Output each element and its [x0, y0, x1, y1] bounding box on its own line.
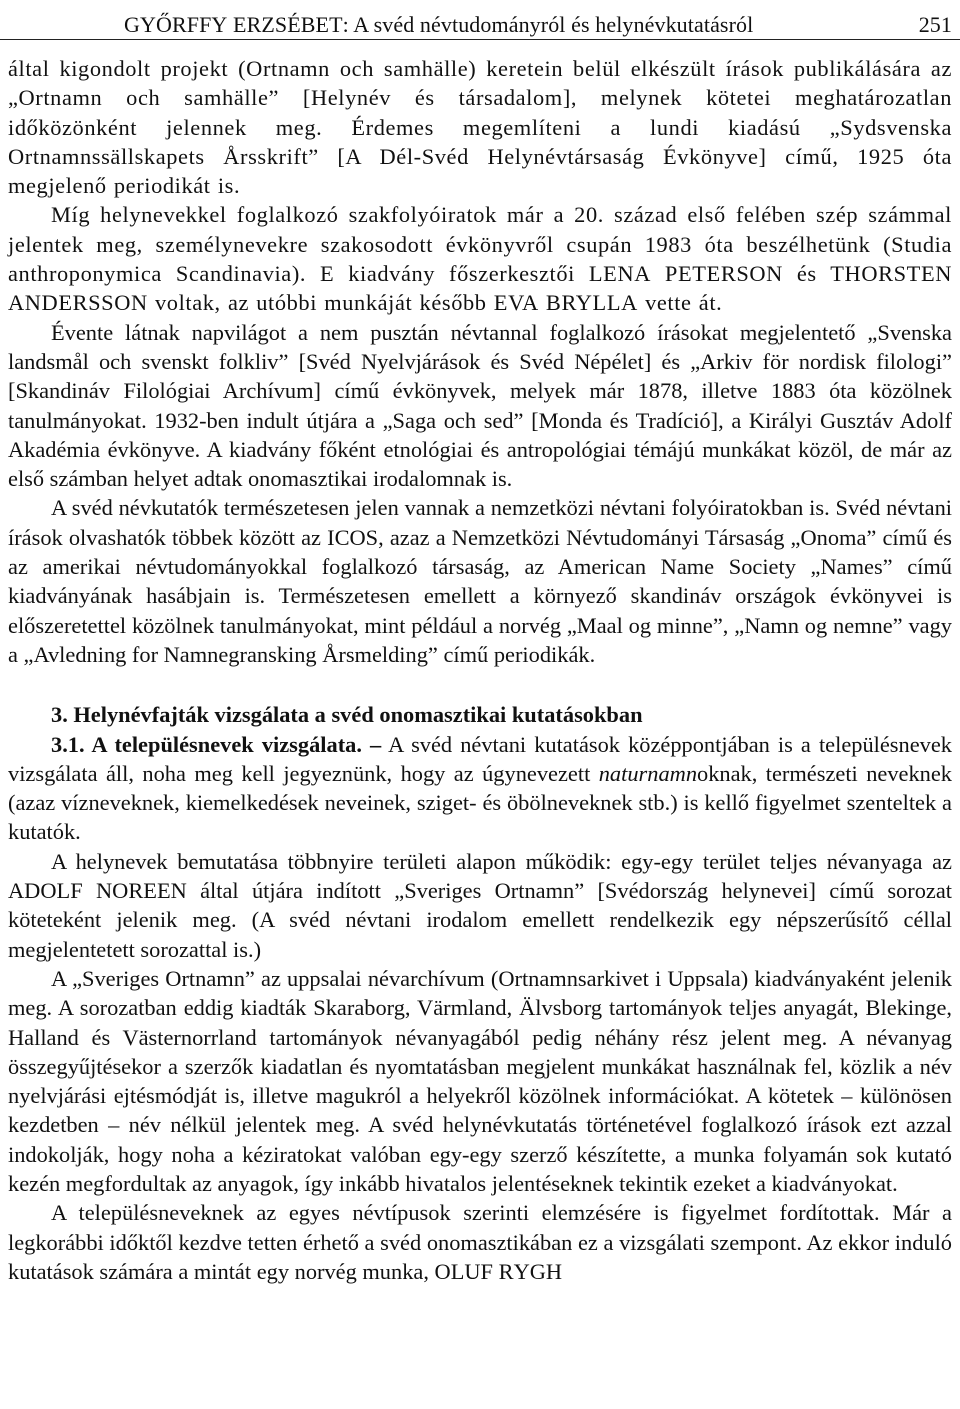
text-run: A svéd névtani kutatások középpontjában is a településnevek vizsgálata áll, noha meg kell jegyeznünk, hogy az úgynevezett: [8, 731, 952, 786]
page-number: 251: [918, 12, 952, 37]
paragraph: A svéd névkutatók természetesen jelen vannak a nemzetközi névtani folyóiratokban is. Svéd névtani írások olvashatók többek között az ICOS, azaz a Nemzetközi Névtudományi Társaság „Onoma” című és az amerikai névtudományokkal foglalkozó társaság, az American Name Society „Names” című kiadványának hasábjain is. Természetesen emellett a környező skandináv országok évkönyvei is előszeretettel közölnek tanulmányokat, mint például a norvég „Maal og minne”, „Namn og nemne” vagy a „Avledning for Namnegransking Årsmelding” című periodikák.: [8, 495, 952, 667]
body-text: [8, 54, 952, 1286]
text-run: oknak, természeti neveknek (azaz vízneveknek, kiemelkedések neveinek, sziget- és öbölneveknek stb.) is kellő figyelmet szenteltek a kutatók.: [8, 760, 953, 845]
header-rule: [0, 39, 960, 40]
text-run: A helynevek bemutatása többnyire területi alapon működik: egy-egy terület teljes névanyaga az: [51, 848, 952, 874]
name-initial: B: [538, 290, 562, 316]
author-smallcaps: RZSÉBET: [246, 12, 343, 37]
section-gap: [8, 669, 952, 700]
running-header: [124, 0, 952, 40]
name-smallcaps: YGH: [513, 1258, 563, 1284]
text-run: és: [782, 261, 831, 287]
name-smallcaps: NDERSSON: [24, 290, 148, 316]
name-initial: A: [8, 290, 25, 316]
name-smallcaps: ENA: [603, 261, 651, 287]
name-initial: L: [588, 261, 604, 287]
name-smallcaps: RYLLA: [561, 290, 638, 316]
paragraph: [8, 1198, 952, 1286]
subsection-heading: 3.1. A településnevek vizsgálata. –: [51, 731, 382, 757]
text-run: A településneveknek az egyes névtípusok szerinti elemzésére is figyelmet fordítottak. Már a legkorábbi időktől kezdve tetten érhető a svéd onomasztikában ez a vizsgálati szempont. Az ekkor induló kutatások számára a mintát egy norvég munka,: [8, 1200, 952, 1284]
name-smallcaps: LUF: [450, 1258, 494, 1284]
text-run: Míg helynevekkel foglalkozó szakfolyóiratok már a 20. század első felében szép számmal jelentek meg, személynevekre szakosodott évkönyvről csupán 1983 óta beszélhetünk (Studia anthroponymica Scandinavia). E kiadvány főszerkesztői: [8, 202, 952, 287]
italic-term: naturnamn: [598, 760, 698, 786]
author-initial: G: [124, 12, 140, 37]
name-initial: R: [493, 1258, 514, 1284]
paragraph: Évente látnak napvilágot a nem pusztán névtannal foglalkozó írásokat megjelentető „Svenska landsmål och svenskt folkliv” [Svéd Nyelvjárások és Svéd Népélet] és „Arkiv för nordisk filologi” [Skandináv Filológiai Archívum] című évkönyvek, melyek már 1878, illetve 1883 óta közölnek tanulmányokat. 1932-ben indult útjára a „Saga och sed” [Monda és Tradíció], a Királyi Gusztáv Adolf Akadémia évkönyve. A kiadvány főként etnológiai és antropológiai témájú munkákat közöl, de már az első számban helyet adtak onomasztikai irodalomnak is.: [8, 319, 952, 492]
article-title: : A svéd névtudományról és helynévkutatásról: [342, 12, 754, 37]
paragraph: [8, 200, 952, 317]
text-run: által útjára indított „Sveriges Ortnamn” [Svédország helynevei] című sorozat köteteként jelenik meg. (A svéd névtani irodalom emellett rendelkezik egy népszerűsítő céllal megjelentetett sorozattal is.): [8, 878, 953, 962]
name-smallcaps: OREEN: [112, 878, 187, 904]
name-smallcaps: ETERSON: [677, 261, 783, 287]
name-smallcaps: HORSTEN: [844, 261, 952, 287]
name-initial: P: [651, 261, 678, 287]
paragraph: [8, 730, 952, 847]
name-initial: N: [82, 878, 113, 904]
running-title: [124, 10, 753, 40]
paragraph: által kigondolt projekt (Ortnamn och samhälle) keretein belül elkészült írások publikálására az „Ortnamn och samhälle” [Helynév és társadalom], melynek kötetei meghatározatlan időközönként jelennek meg. Érdemes megemlíteni a lundi kiadású „Sydsvenska Ortnamnssällskapets Årsskrift” [A Dél-Svéd Helynévtársaság Évkönyve] című, 1925 óta megjelenő periodikát is.: [8, 56, 952, 199]
name-smallcaps: VA: [508, 290, 539, 316]
name-initial: A: [8, 878, 25, 904]
name-smallcaps: DOLF: [24, 878, 83, 904]
paragraph: [8, 847, 952, 964]
section-heading: 3. Helynévfajták vizsgálata a svéd onomasztikai kutatásokban: [51, 702, 643, 728]
name-initial: E: [493, 290, 509, 316]
text-run: vette át.: [637, 290, 723, 316]
name-initial: T: [830, 261, 845, 287]
text-run: voltak, az utóbbi munkáját később: [147, 290, 494, 316]
paragraph: A „Sveriges Ortnamn” az uppsalai névarchívum (Ortnamnsarkivet i Uppsala) kiadványaként jelenik meg. A sorozatban eddig kiadták Skaraborg, Värmland, Älvsborg tartományok teljes anyagát, Blekinge, Halland és Västernorrland tartományok névanyagából pedig néhány rész jelent meg. A névanyag összegyűjtésekor a szerzők kiadatlan és nyomtatásban megjelent munkákat használnak fel, közlik a név nyelvjárási ejtésmódját is, illetve magukról a helyekről közölnek információkat. A kötetek – különösen kezdetben – név nélkül jelentek meg. A svéd helynévkutatás történetével foglalkozó írások ezt azzal indokolják, hogy noha a kéziratokat valóban egy-egy szerző készítette, a munka folyamán sok kutató kezén megfordultak az anyagok, így inkább hivatalos jelentéseknek tekintik ezeket a kiadványokat.: [8, 965, 952, 1196]
author-initial: E: [233, 12, 247, 37]
author-smallcaps: YŐRFFY: [140, 12, 228, 37]
name-initial: O: [434, 1258, 451, 1284]
